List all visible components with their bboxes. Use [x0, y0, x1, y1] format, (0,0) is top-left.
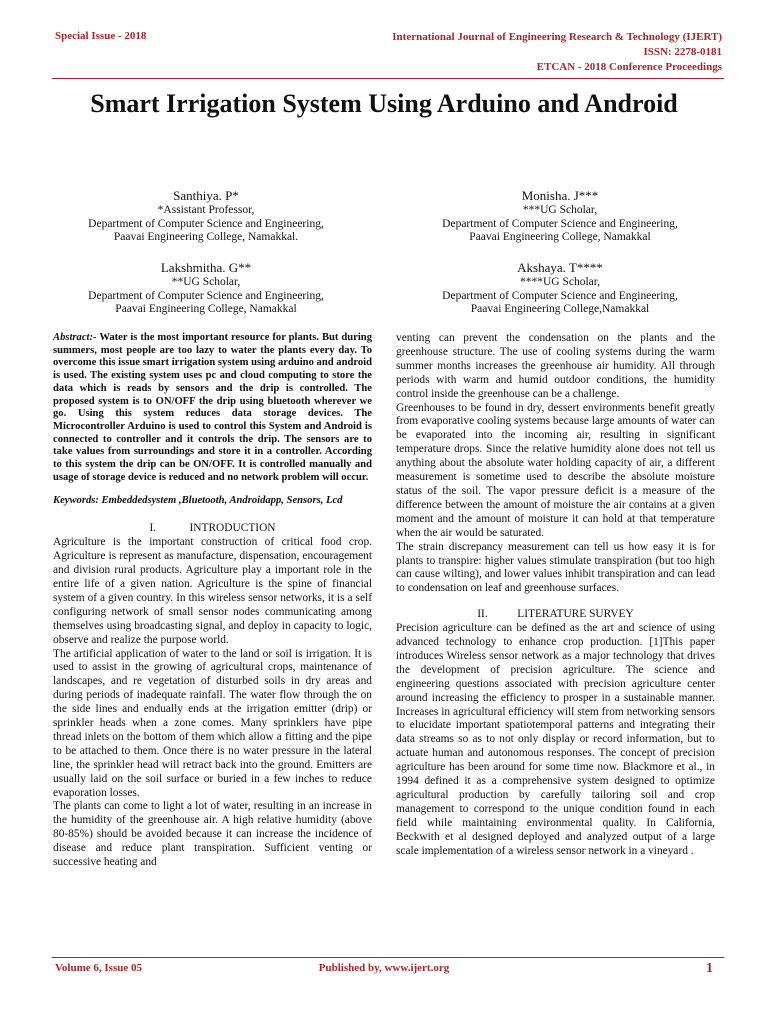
abstract-text: Water is the most important resource for plants. But during summers, most people are too lazy to water the plants every day. To overcome this issue smart irrigation system using arduino and android is used. The existing system uses pc and cloud computing to store the data which is reads by sensors and the drip is controlled. The proposed system is to ON/OFF the drip using bluetooth wherever we go. Using this system reduces data storage devices. The Microcontroller Arduino is used to control this System and Android is connected to controller and it controls the drip. The sensors are to take values from surroundings and store it in a controller. According to this system the drip can be ON/OFF. It is controlled manually and usage of storage device is reduced and no network problem will occur. [53, 332, 372, 483]
author-name: Lakshmitha. G** [160, 260, 252, 275]
author-block-2 [390, 187, 730, 245]
author-college: Paavai Engineering College, Namakkal. [113, 231, 299, 244]
paragraph: The plants can come to light a lot of water, resulting in an increase in the humidity of the greenhouse air. A high relative humidity (above 80-85%) should be avoided because it can increase the incidence of disease and reduce plant transpiration. Sufficient venting or successive heating and [53, 800, 372, 869]
footer-publisher: Published by, www.ijert.org [318, 962, 450, 974]
author-college: Paavai Engineering College,Namakkal [470, 303, 650, 316]
author-role: ***UG Scholar, [522, 204, 598, 216]
abstract-label: Abstract:- [53, 332, 97, 343]
section-title: LITERATURE SURVEY [517, 608, 634, 621]
paragraph: Greenhouses to be found in dry, dessert environments benefit greatly from evaporative cooling systems because large amounts of water can be evaporated into the incoming air, resulting in significant temperature drops. Since the relative humidity alone does not tell us anything about the absolute water holding capacity of air, a different measurement is sometime used to describe the absolute moisture status of the soil. The vapor pressure deficit is a measure of the difference between the amount of moisture the air contains at a given moment and the amount of moisture it can hold at that temperature when the air would be saturated. [396, 401, 715, 539]
journal-name: International Journal of Engineering Research & Technology (IJERT) [392, 31, 722, 43]
author-role: *Assistant Professor, [157, 204, 255, 216]
paragraph: The artificial application of water to the land or soil is irrigation. It is used to assist in the growing of agricultural crops, maintenance of landscapes, and re vegetation of disturbed soils in dry areas and during periods of inadequate rainfall. The water flow through the on the side lines and endually ends at the irrigation emitter (drip) or sprinkler heads when a zone comes. Many sprinklers have pipe thread inlets on the bottom of them which allow a fitting and the pipe to be attached to them. Once there is no water pressure in the lateral line, the sprinkler head will retract back into the ground. Emitters are usually laid on the soil surface or buried in a few inches to reduce evaporation losses. [53, 647, 372, 799]
section-title: INTRODUCTION [189, 522, 276, 535]
header-special-issue: Special Issue - 2018 [55, 30, 147, 42]
page-number: 1 [706, 961, 713, 976]
journal-issn: ISSN: 2278-0181 [643, 46, 722, 58]
footer-divider [52, 957, 724, 958]
section-number: I. [149, 522, 157, 535]
author-college: Paavai Engineering College, Namakkal [469, 231, 651, 244]
paper-title: Smart Irrigation System Using Arduino and Android [90, 89, 678, 118]
author-name: Santhiya. P* [173, 188, 239, 203]
left-column [53, 332, 372, 870]
author-dept: Department of Computer Science and Engineering, [442, 289, 678, 302]
paragraph: The strain discrepancy measurement can tell us how easy it is for plants to transpire: higher values stimulate transpiration (but too high can cause wilting), and lower values inhibit transpiration and can lead to condensation on leaf and greenhouse surfaces. [396, 540, 715, 595]
paragraph: venting can prevent the condensation on the plants and the greenhouse structure. The use of cooling systems during the warm summer months increases the greenhouse air humidity. All through periods with warm and humid outdoor conditions, the humidity control inside the greenhouse can be a challenge. [396, 332, 715, 400]
author-block-4 [390, 259, 730, 317]
author-dept: Department of Computer Science and Engineering, [88, 289, 324, 302]
section-number: II. [477, 608, 488, 621]
header-divider [52, 78, 724, 79]
conference-proceedings: ETCAN - 2018 Conference Proceedings [536, 61, 722, 73]
author-name: Akshaya. T**** [517, 260, 603, 275]
author-role: **UG Scholar, [171, 276, 241, 288]
keywords: Keywords: Embeddedsystem ,Bluetooth, Androidapp, Sensors, Lcd [53, 495, 343, 507]
paragraph: Agriculture is the important construction of critical food crop. Agriculture is represent as manufacture, dispensation, encouragement and division rural products. Agriculture play a important role in the entire life of a given nation. Agriculture is the spine of financial system of a given country. In this wireless sensor networks, it is a self configuring network of small sensor nodes communicating among themselves using broadcasting signal, and deploy in capacity to logic, observe and realize the purpose world. [53, 536, 372, 646]
section-heading-literature-survey [396, 608, 715, 622]
author-block-3 [36, 259, 376, 317]
author-block-1 [36, 187, 376, 245]
author-dept: Department of Computer Science and Engineering, [88, 217, 324, 230]
footer-volume: Volume 6, Issue 05 [55, 962, 142, 974]
author-dept: Department of Computer Science and Engineering, [442, 217, 678, 230]
right-column [396, 332, 715, 859]
author-name: Monisha. J*** [521, 188, 599, 203]
paragraph: Precision agriculture can be defined as the art and science of using advanced technology to enhance crop production. [1]This paper introduces Wireless sensor network as a major technology that drives the development of precision agriculture. The science and engineering questions associated with precision agriculture center around increasing the efficiency to prosper in a sustainable manner. Increases in agricultural efficiency will stem from networking sensors to elucidate important spatiotemporal patterns and integrating their data streams so as to not only display or record information, but to actuate human and autonomous responses. The concept of precision agriculture has been around for some time now. Blackmore et al., in 1994 defined it as a comprehensive system designed to optimize agricultural production by carefully tailoring soil and crop management to correspond to the unique condition found in each field while maintaining environmental quality. In California, Beckwith et al designed deployed and analyzed output of a large scale implementation of a wireless sensor network in a vineyard . [396, 622, 715, 857]
author-role: ****UG Scholar, [519, 276, 601, 288]
author-college: Paavai Engineering College, Namakkal [115, 303, 297, 316]
abstract [53, 332, 372, 484]
section-heading-introduction [53, 522, 372, 536]
header-journal-info [392, 30, 722, 75]
